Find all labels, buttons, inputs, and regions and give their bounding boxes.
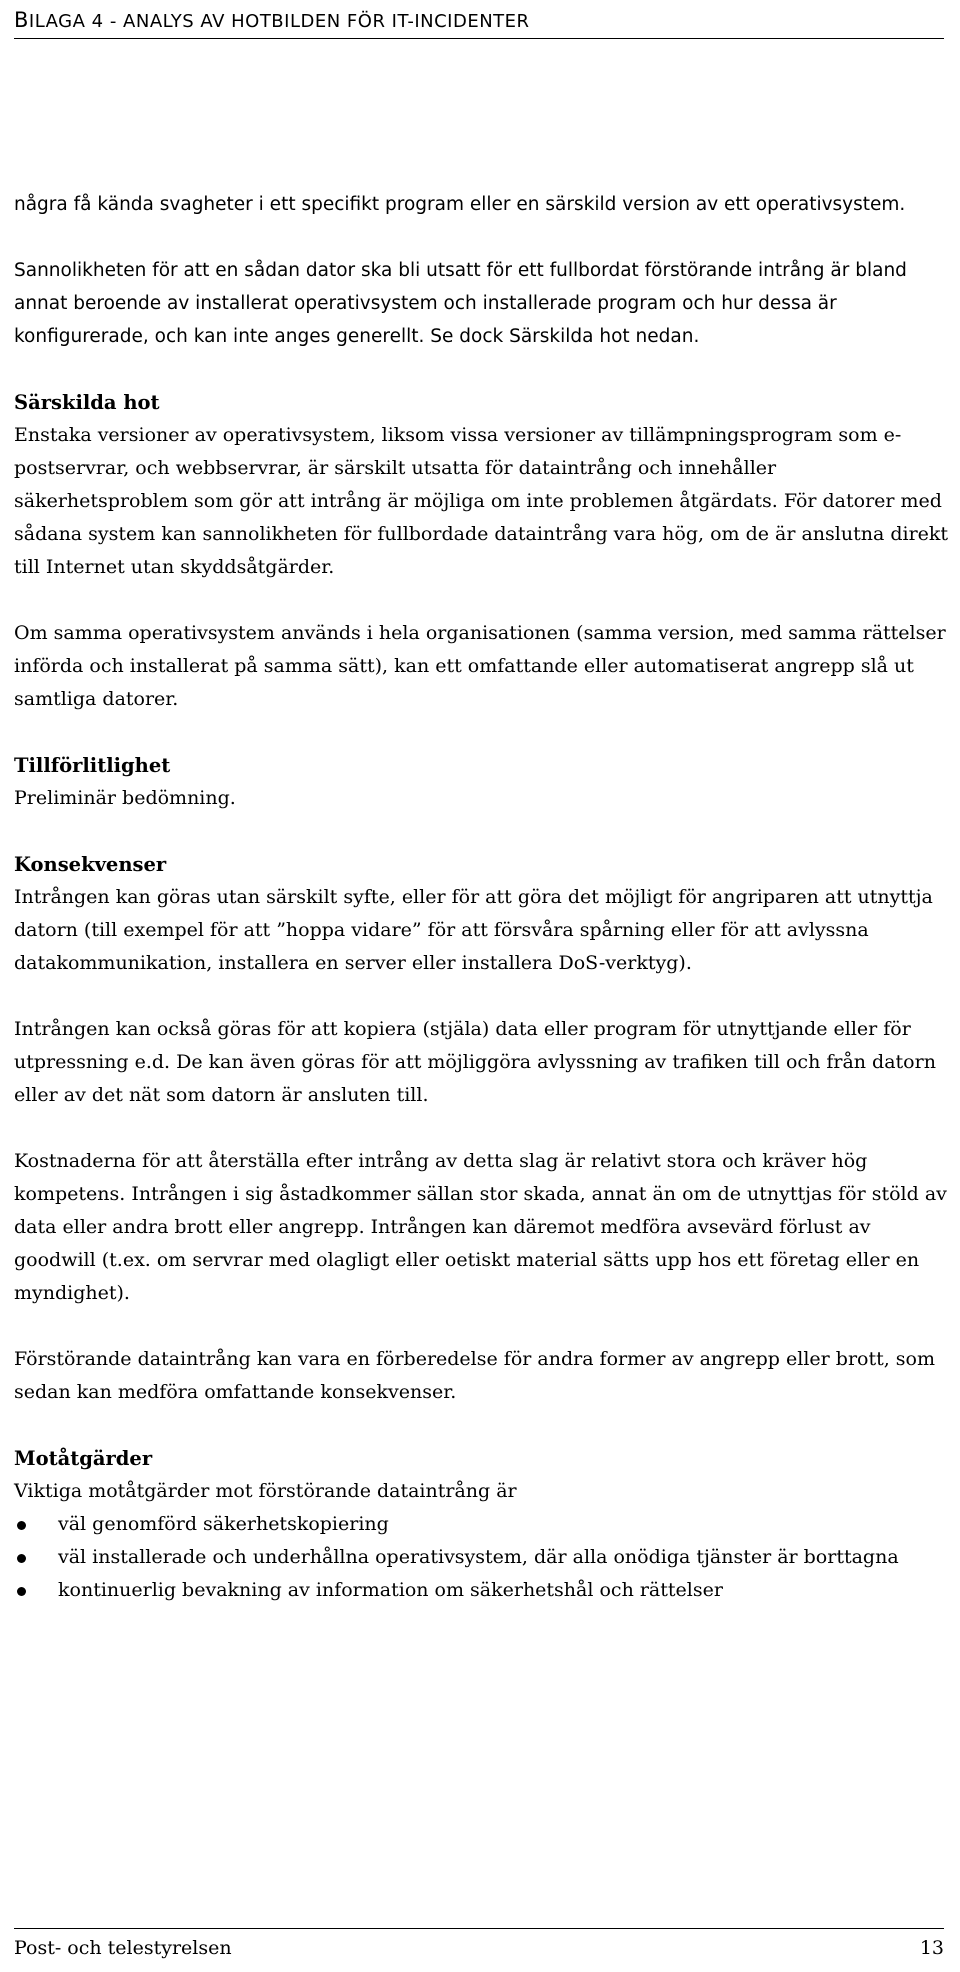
intro-paragraph-2: Sannolikheten för att en sådan dator ska bli utsatt för ett fullbordat förstörande intrång är bland annat beroende av installerat operativsystem och installerade program och hur dessa är konfigurerade, och kan inte anges generellt. Se dock Särskilda hot nedan. <box>14 260 907 347</box>
section-heading: Särskilda hot <box>14 391 160 414</box>
paragraph: Enstaka versioner av operativsystem, liksom vissa versioner av tillämpningsprogram som e-postservrar, och webbservrar, är särskilt utsatta för dataintrång och innehåller säkerhetsproblem som gör att intrång är möjliga om inte problemen åtgärdats. För datorer med sådana system kan sannolikheten för fullbordade dataintrång vara hög, om de är anslutna direkt till Internet utan skyddsåtgärder. <box>14 424 949 578</box>
list-item <box>14 1541 949 1574</box>
bullet-icon <box>17 1554 26 1563</box>
paragraph: Kostnaderna för att återställa efter intrång av detta slag är relativt stora och kräver hög kompetens. Intrången i sig åstadkommer sällan stor skada, annat än om de utnyttjas för stöld av data eller andra brott eller angrepp. Intrången kan däremot medföra avsevärd förlust av goodwill (t.ex. om servrar med olagligt eller oetiskt material sätts upp hos ett företag eller en myndighet). <box>14 1150 947 1304</box>
bullet-icon <box>17 1587 26 1596</box>
paragraph: Om samma operativsystem används i hela organisationen (samma version, med samma rättelser införda och installerat på samma sätt), kan ett omfattande eller automatiserat angrepp slå ut samtliga datorer. <box>14 622 946 710</box>
header-initial: B <box>14 8 29 32</box>
bullet-icon <box>17 1521 26 1530</box>
footer-publisher: Post- och telestyrelsen <box>14 1937 232 1959</box>
list-item-text: väl genomförd säkerhetskopiering <box>58 1513 389 1535</box>
list-item <box>14 1508 949 1541</box>
section-heading: Konsekvenser <box>14 853 167 876</box>
page-footer <box>14 1928 944 1965</box>
section-tillforlitlighet <box>14 749 949 815</box>
list-item-text: kontinuerlig bevakning av information om säkerhetshål och rättelser <box>58 1579 723 1601</box>
paragraph: Viktiga motåtgärder mot förstörande dataintrång är <box>14 1480 517 1502</box>
list-item-text: väl installerade och underhållna operativsystem, där alla onödiga tjänster är borttagna <box>58 1546 899 1568</box>
paragraph: Preliminär bedömning. <box>14 787 236 809</box>
header-title: ILAGA 4 - ANALYS AV HOTBILDEN FÖR IT-INCIDENTER <box>28 11 530 32</box>
intro-paragraph-1: några få kända svagheter i ett specifikt program eller en särskild version av ett operativsystem. <box>14 194 906 215</box>
section-heading: Motåtgärder <box>14 1447 153 1470</box>
section-konsekvenser <box>14 848 949 980</box>
section-heading: Tillförlitlighet <box>14 754 171 777</box>
document-body <box>14 188 949 1640</box>
paragraph: Intrången kan också göras för att kopiera (stjäla) data eller program för utnyttjande eller för utpressning e.d. De kan även göras för att möjliggöra avlyssning av trafiken till och från datorn eller av det nät som datorn är ansluten till. <box>14 1018 936 1106</box>
page-number: 13 <box>919 1937 944 1959</box>
page-header <box>14 6 944 39</box>
section-sarskilda-hot <box>14 386 949 584</box>
section-motatgarder <box>14 1442 949 1607</box>
bullet-list <box>14 1508 949 1607</box>
paragraph: Intrången kan göras utan särskilt syfte, eller för att göra det möjligt för angriparen att utnyttja datorn (till exempel för att ”hoppa vidare” för att försvåra spårning eller för att avlyssna datakommunikation, installera en server eller installera DoS-verktyg). <box>14 886 933 974</box>
list-item <box>14 1574 949 1607</box>
paragraph: Förstörande dataintrång kan vara en förberedelse för andra former av angrepp eller brott, som sedan kan medföra omfattande konsekvenser. <box>14 1348 936 1403</box>
